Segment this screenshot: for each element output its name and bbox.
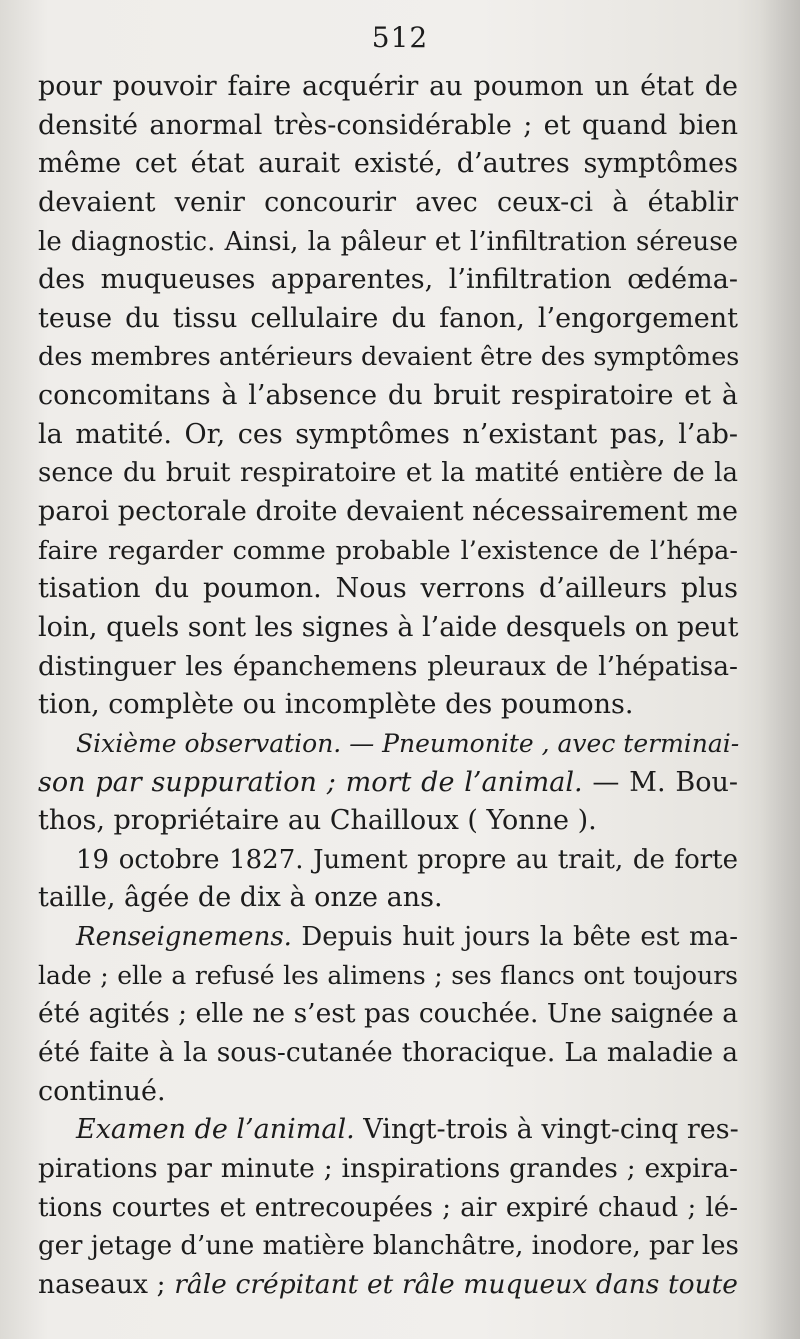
text-span: 19 octobre 1827. Jument propre au trait, de forte bbox=[76, 844, 738, 875]
text-span: devaient venir concourir avec ceux-ci à établir bbox=[38, 186, 738, 218]
text-span: concomitans à l’absence du bruit respiratoire et à bbox=[38, 380, 738, 412]
text-line bbox=[38, 725, 738, 764]
text-line bbox=[38, 1150, 738, 1189]
text-span: été agités ; elle ne s’est pas couchée. Une saignée a bbox=[38, 998, 738, 1030]
italic-text: râle crépitant et râle muqueux dans toute bbox=[174, 1268, 738, 1300]
text-span: paroi pectorale droite devaient nécessairement me bbox=[38, 496, 738, 528]
text-span: été faite à la sous-cutanée thoracique. La maladie a bbox=[38, 1037, 738, 1069]
text-line bbox=[38, 802, 738, 841]
text-line bbox=[38, 416, 738, 455]
text-line bbox=[38, 648, 738, 687]
text-span: naseaux ; bbox=[38, 1268, 175, 1300]
text-line bbox=[38, 918, 738, 957]
text-line bbox=[38, 995, 738, 1034]
text-line bbox=[38, 223, 738, 262]
text-line bbox=[38, 184, 738, 223]
text-span: continué. bbox=[38, 1075, 166, 1107]
text-line bbox=[38, 1266, 738, 1305]
text-span: loin, quels sont les signes à l’aide desquels on peut bbox=[38, 611, 739, 643]
text-span: la matité. Or, ces symptômes n’existant pas, l’ab- bbox=[38, 418, 738, 450]
text-span: densité anormal très-considérable ; et quand bien bbox=[38, 109, 738, 141]
body-text bbox=[38, 68, 738, 1305]
text-span: thos, propriétaire au Chailloux ( Yonne ). bbox=[38, 805, 597, 837]
text-span: tions courtes et entrecoupées ; air expiré chaud ; lé- bbox=[38, 1192, 738, 1223]
text-span: pour pouvoir faire acquérir au poumon un état de bbox=[38, 71, 738, 102]
text-span: Vingt-trois à vingt-cinq res- bbox=[354, 1114, 739, 1146]
text-span: lade ; elle a refusé les alimens ; ses flancs ont toujours bbox=[38, 960, 738, 990]
page-edge-shadow bbox=[760, 0, 800, 1339]
text-line bbox=[38, 300, 738, 339]
text-span: pirations par minute ; inspirations grandes ; expira- bbox=[38, 1152, 738, 1184]
text-span: distinguer les épanchemens pleuraux de l’hépatisa- bbox=[38, 650, 738, 682]
text-line bbox=[38, 107, 738, 146]
text-line bbox=[38, 1034, 738, 1073]
text-span: Depuis huit jours la bête est ma- bbox=[291, 922, 738, 953]
text-line bbox=[38, 841, 738, 880]
italic-text: son par suppuration ; mort de l’animal. bbox=[38, 766, 583, 798]
text-span: des muqueuses apparentes, l’infiltration œdéma- bbox=[38, 264, 738, 296]
italic-text: Examen de l’animal. bbox=[76, 1114, 355, 1146]
text-span: — M. Bou- bbox=[582, 766, 738, 798]
text-line bbox=[38, 68, 738, 107]
text-line bbox=[38, 377, 738, 416]
text-line bbox=[38, 145, 738, 184]
italic-text: Sixième observation. — Pneumonite , avec terminai- bbox=[76, 728, 740, 758]
text-span: sence du bruit respiratoire et la matité entière de la bbox=[38, 458, 738, 489]
italic-text: Renseignemens. bbox=[76, 922, 292, 953]
text-line bbox=[38, 686, 738, 725]
text-line bbox=[38, 570, 738, 609]
text-line bbox=[38, 1111, 738, 1150]
text-span: teuse du tissu cellulaire du fanon, l’engorgement bbox=[38, 302, 738, 334]
text-span: taille, âgée de dix à onze ans. bbox=[38, 882, 443, 914]
text-span: tisation du poumon. Nous verrons d’ailleurs plus bbox=[38, 573, 738, 605]
page-number: 512 bbox=[371, 21, 429, 54]
text-line bbox=[38, 609, 738, 648]
text-line bbox=[38, 1189, 738, 1228]
text-span: des membres antérieurs devaient être des symptômes bbox=[38, 342, 740, 373]
text-line bbox=[38, 532, 738, 571]
text-span: le diagnostic. Ainsi, la pâleur et l’infiltration séreuse bbox=[38, 226, 738, 257]
text-line bbox=[38, 261, 738, 300]
text-line bbox=[38, 1073, 738, 1112]
text-line bbox=[38, 338, 738, 377]
text-span: même cet état aurait existé, d’autres symptômes bbox=[38, 148, 738, 180]
text-line bbox=[38, 493, 738, 532]
text-line bbox=[38, 454, 738, 493]
text-line bbox=[38, 957, 738, 996]
text-span: faire regarder comme probable l’existence de l’hépa- bbox=[38, 535, 738, 566]
text-span: ger jetage d’une matière blanchâtre, inodore, par les bbox=[38, 1231, 739, 1262]
text-line bbox=[38, 764, 738, 803]
text-span: tion, complète ou incomplète des poumons. bbox=[38, 689, 634, 721]
text-line bbox=[38, 879, 738, 918]
text-line bbox=[38, 1227, 738, 1266]
